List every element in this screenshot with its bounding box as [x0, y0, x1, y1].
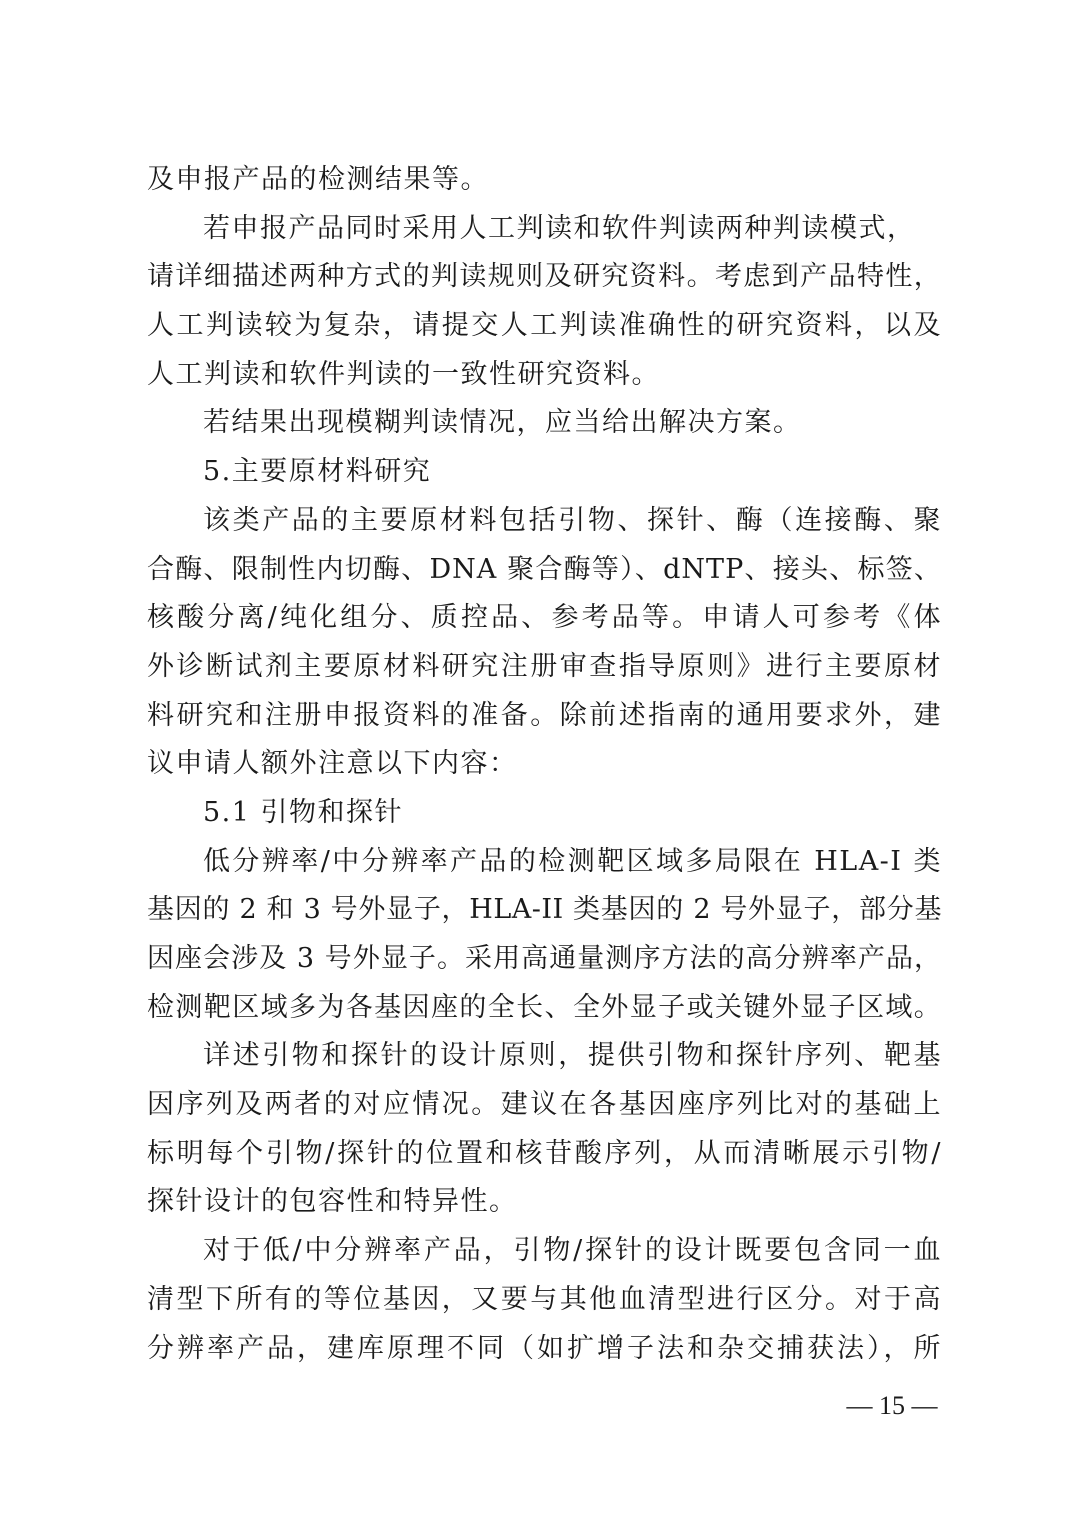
- document-body: [147, 156, 942, 1373]
- text-line: 因序列及两者的对应情况。建议在各基因座序列比对的基础上: [147, 1089, 942, 1121]
- text-line: 因座会涉及 3 号外显子。采用高通量测序方法的高分辨率产品，: [147, 943, 942, 974]
- text-line: 外诊断试剂主要原材料研究注册审查指导原则》进行主要原材: [147, 650, 942, 682]
- text-line: 料研究和注册申报资料的准备。除前述指南的通用要求外，建: [147, 699, 942, 731]
- subsection-heading: 5.1 引物和探针: [203, 796, 404, 828]
- text-line: 该类产品的主要原材料包括引物、探针、酶（连接酶、聚: [203, 504, 942, 536]
- text-line: 低分辨率/中分辨率产品的检测靶区域多局限在 HLA-I 类: [203, 845, 942, 877]
- text-line: 若申报产品同时采用人工判读和软件判读两种判读模式，: [203, 212, 916, 244]
- text-line: 分辨率产品，建库原理不同（如扩增子法和杂交捕获法），所: [147, 1332, 942, 1364]
- section-heading: 5.主要原材料研究: [203, 456, 432, 488]
- text-line: 核酸分离/纯化组分、质控品、参考品等。申请人可参考《体: [147, 602, 942, 634]
- text-line: 及申报产品的检测结果等。: [147, 164, 489, 195]
- text-line: 详述引物和探针的设计原则，提供引物和探针序列、靶基: [203, 1040, 942, 1072]
- text-line: 清型下所有的等位基因，又要与其他血清型进行区分。对于高: [147, 1283, 942, 1315]
- text-line: 检测靶区域多为各基因座的全长、全外显子或关键外显子区域。: [147, 991, 942, 1023]
- text-line: 合酶、限制性内切酶、DNA 聚合酶等）、dNTP、接头、标签、: [147, 553, 942, 585]
- text-line: 议申请人额外注意以下内容：: [147, 748, 518, 780]
- text-line: 标明每个引物/探针的位置和核苷酸序列，从而清晰展示引物/: [147, 1137, 942, 1169]
- text-line: 基因的 2 和 3 号外显子，HLA-II 类基因的 2 号外显子，部分基: [147, 894, 942, 926]
- text-line: 请详细描述两种方式的判读规则及研究资料。考虑到产品特性，: [147, 261, 942, 293]
- text-line: 人工判读较为复杂，请提交人工判读准确性的研究资料，以及: [147, 310, 942, 342]
- text-line: 人工判读和软件判读的一致性研究资料。: [147, 358, 660, 390]
- text-line: 若结果出现模糊判读情况，应当给出解决方案。: [203, 407, 802, 439]
- text-line: 探针设计的包容性和特异性。: [147, 1186, 518, 1218]
- page-number: — 15 —: [846, 1391, 938, 1420]
- text-line: 对于低/中分辨率产品，引物/探针的设计既要包含同一血: [203, 1235, 942, 1267]
